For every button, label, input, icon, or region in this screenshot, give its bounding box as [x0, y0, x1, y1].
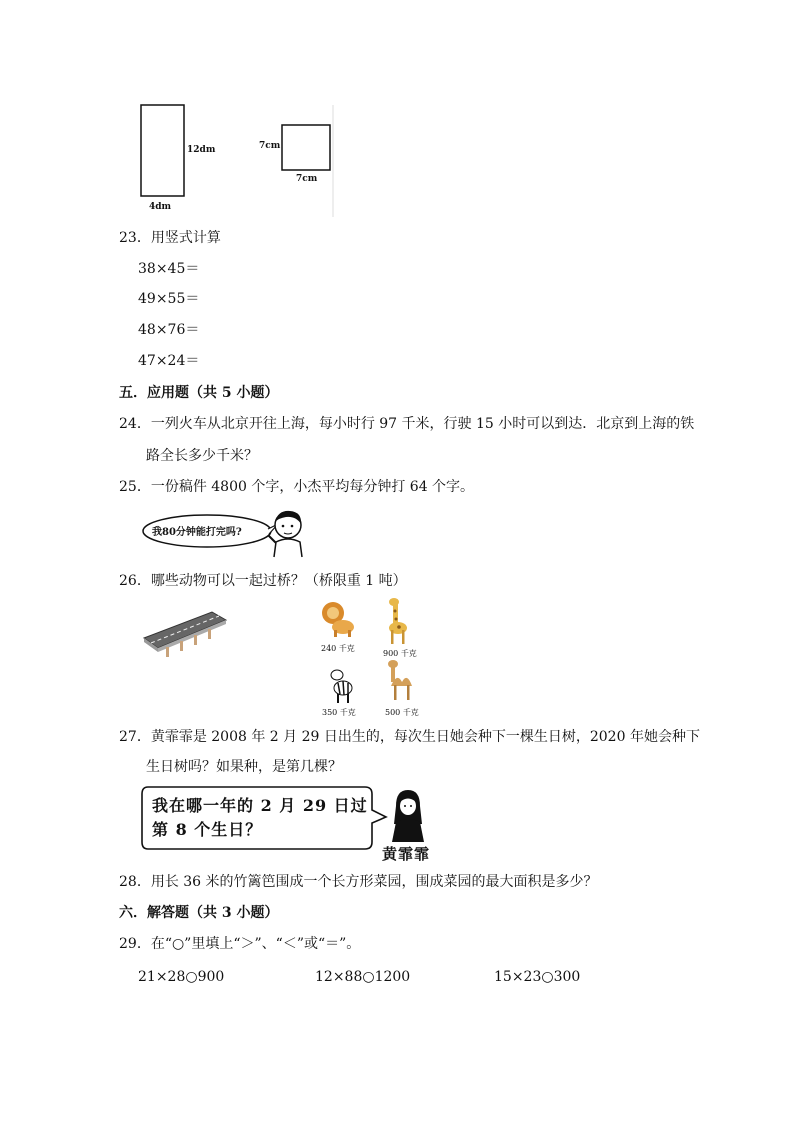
q29-item-1: 21×28○900 — [138, 969, 225, 985]
q24-line2: 路全长多少千米？ — [146, 448, 258, 464]
giraffe-weight-label: 900 千克 — [383, 649, 417, 658]
q23-item-4: 47×24＝ — [138, 353, 200, 369]
square-shape — [282, 125, 330, 170]
q27-bubble-line1: 我在哪一年的 2 月 29 日过 — [152, 796, 368, 815]
square-bottom-label: 7cm — [296, 174, 318, 184]
q26-text: 26．哪些动物可以一起过桥？（桥限重 1 吨） — [119, 573, 407, 589]
rect-height-label: 12dm — [187, 145, 216, 155]
girl-name: 黄霏霏 — [382, 845, 431, 863]
section6-title: 六．解答题（共 3 小题） — [119, 905, 279, 921]
boy-illustration — [262, 507, 310, 559]
bridge-illustration — [142, 608, 228, 658]
q25-bubble-text: 我80分钟能打完吗? — [152, 527, 242, 538]
camel-icon — [385, 658, 415, 702]
zebra-icon — [328, 668, 354, 704]
q27-line1: 27．黄霏霏是 2008 年 2 月 29 日出生的，每次生日她会种下一棵生日树，2020 年她会种下 — [119, 729, 700, 745]
lion-weight-label: 240 千克 — [321, 644, 355, 653]
q23-title: 23．用竖式计算 — [119, 230, 221, 246]
zebra-weight-label: 350 千克 — [322, 708, 356, 717]
q28-text: 28．用长 36 米的竹篱笆围成一个长方形菜园，围成菜园的最大面积是多少？ — [119, 874, 598, 890]
q23-item-3: 48×76＝ — [138, 322, 200, 338]
camel-weight-label: 500 千克 — [385, 708, 419, 717]
square-left-label: 7cm — [259, 141, 281, 151]
q29-item-2: 12×88○1200 — [315, 969, 411, 985]
q23-item-1: 38×45＝ — [138, 261, 200, 277]
q27-line2: 生日树吗？如果种，是第几棵？ — [146, 759, 342, 775]
q24-line1: 24．一列火车从北京开往上海，每小时行 97 千米，行驶 15 小时可以到达．北京到上海的铁 — [119, 416, 695, 432]
q29-text: 29．在“○”里填上“＞”、“＜”或“＝”。 — [119, 936, 361, 952]
q23-item-2: 49×55＝ — [138, 291, 200, 307]
q29-item-3: 15×23○300 — [494, 969, 581, 985]
lion-icon — [320, 600, 356, 638]
q27-bubble-line2: 第 8 个生日？ — [152, 820, 263, 839]
rectangle-shape — [141, 105, 184, 196]
rect-width-label: 4dm — [149, 202, 172, 212]
q25-text: 25．一份稿件 4800 个字，小杰平均每分钟打 64 个字。 — [119, 479, 475, 495]
giraffe-icon — [384, 596, 410, 646]
girl-illustration — [386, 786, 430, 842]
section5-title: 五．应用题（共 5 小题） — [119, 385, 279, 401]
